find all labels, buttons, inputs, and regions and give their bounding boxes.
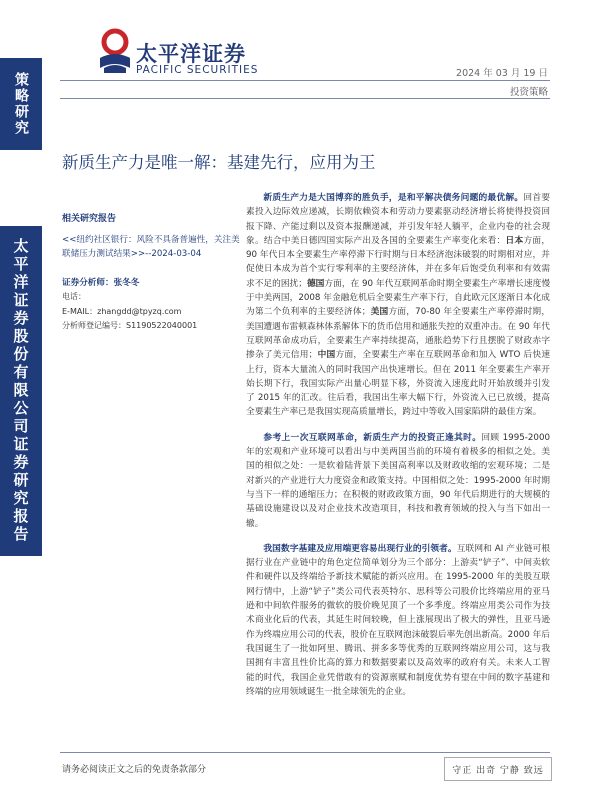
- left-column: [62, 212, 240, 334]
- main-body: [246, 191, 550, 710]
- sidebar-firm-label: 太平洋证券股份有限公司证券研究报告: [0, 226, 42, 556]
- pacific-securities-logo-icon: [96, 28, 134, 74]
- china-label: 中国: [317, 350, 336, 361]
- header-divider: [60, 80, 550, 81]
- paragraph-3: [246, 542, 550, 699]
- analyst-name: 证券分析师：张冬冬: [62, 277, 140, 288]
- report-category: 投资策略: [509, 87, 548, 98]
- report-date: 2024 年 03 月 19 日: [456, 68, 548, 79]
- paragraph-2-text: 回顾 1995-2000 年的宏观和产业环境可以看出与中美两国当前的环境有着极多的相似之处。美国的相似之处：一是软着陆背景下美国高利率以及财政收缩的宏观环境；二是对新兴的产业进行大力度资金和政策支持。中国相似之处：1995-2000 年时期与当下一样的通缩压力；在积极的财政政策方面，90 年代后期进行的大规模的基础设施建设以及对企业技术改造项目，科技和教育领域的投入与当下如出一辙。: [246, 432, 550, 529]
- us-label: 美国: [370, 307, 389, 318]
- analyst-registration: 分析师登记编号：S1190522040001: [62, 321, 198, 330]
- china-text: 方面，全要素生产率在互联网革命和加入 WTO 后快速上行，资本大量流入的同时我国产出快速增长。但在 2011 年全要素生产率开始长期下行，我国实际产出量心明显下移，外资流入速度此时开始放缓并引发了 2015 年的汇改。往后看，我国出生率大幅下行，外资流入已已放缓，提高全要素生产率已是我国实现高质量增长，跨过中等收入国家陷阱的最佳方案。: [246, 350, 551, 418]
- analyst-phone: 电话：: [62, 292, 86, 301]
- paragraph-2: [246, 431, 550, 531]
- page-title: 新质生产力是唯一解：基建先行，应用为王: [62, 153, 376, 172]
- related-reports-heading: 相关研究报告: [62, 214, 117, 224]
- paragraph-1-lead: 新质生产力是大国博弈的胜负手，是和平解决债务问题的最优解。: [263, 193, 524, 203]
- footer-divider: [60, 752, 550, 753]
- footer-motto: 守正 出奇 宁静 致远: [444, 757, 552, 781]
- germany-text: 方面，在 90 年代互联网革命时期全要素生产率增长速度慢于中美两国，2008 年金融危机后全要素生产率下行，自此欧元区逐渐日本化成为第二个负利率的主要经济体；: [246, 278, 551, 318]
- related-report-link[interactable]: <<纽约社区银行：风险不具备普遍性，关注美联储压力测试结果>>--2024-03-04: [62, 234, 240, 259]
- us-text: 方面，70-80 年全要素生产率停滞时期，美国遭遇布雷顿森林体系解体下的货币信用和通胀失控的双重冲击。在 90 年代互联网革命成功后，全要素生产率持续提高，通胀趋势下行且摆脱了财政赤字掺杂了美元信用；: [246, 307, 551, 361]
- paragraph-1: [246, 191, 550, 420]
- header-divider-lower: [60, 98, 550, 99]
- japan-label: 日本: [505, 235, 524, 246]
- analyst-email[interactable]: E-MAIL：zhangdd@tpyzq.com: [62, 306, 182, 316]
- paragraph-2-lead: 参考上一次互联网革命，新质生产力的投资正逢其时。: [263, 432, 482, 443]
- sidebar-strategy-label: 策略研究: [0, 58, 42, 150]
- brand-name-en: PACIFIC SECURITIES: [136, 64, 259, 76]
- footer-disclaimer: 请务必阅读正文之后的免责条款部分: [62, 765, 207, 775]
- paragraph-1-text: 回首要素投入边际效应递减，长期依赖资本和劳动力要素驱动经济增长将使得投资回报下降、产能过剩以及资本报酬递减，并引发年轻人躺平，企业内卷的社会现象。结合中美日德四国实际产出及各国的全要素生产率变化来看：: [246, 193, 551, 246]
- japan-text: 方面，90 年代日本全要素生产率停滞下行时期与日本经济泡沫破裂的时期相对应，并促使日本成为首个实行零利率的主要经济体，并在多年后饱受负利率和有效需求不足的困扰；: [246, 235, 551, 289]
- brand-name-cn: 太平洋证券: [136, 42, 246, 66]
- germany-label: 德国: [306, 278, 325, 289]
- paragraph-3-text: 互联网和 AI 产业链可根据行业在产业链中的角色定位简单划分为三个部分：上游卖“铲子”、中间卖软件和硬件以及终端给予新技术赋能的新兴应用。在 1995-2000 年的美股互联网行情中，上游“铲子”类公司代表英特尔、思科等公司股价比终端应用的亚马逊和中间软件服务的微软的股价晚见顶了一个多季度。终端应用类公司作为技术商业化后的代表，其延生时间较晚，但上涨展现出了极大的弹性，且亚马逊作为终端应用公司的代表，股价在互联网泡沫破裂后率先创出新高。2000 年后我国诞生了一批如阿里、腾讯、拼多多等优秀的互联网终端应用公司，这与我国拥有丰富且性价比高的算力和数据要素以及高效率的政府有关。未来人工智能的时代，我国企业凭借敢有的资源禀赋和制度优势有望在中间的数字基建和终端的应用领域诞生一批全球领先的企业。: [246, 543, 551, 697]
- paragraph-3-lead: 我国数字基建及应用端更容易出现行业的引领者。: [263, 543, 457, 554]
